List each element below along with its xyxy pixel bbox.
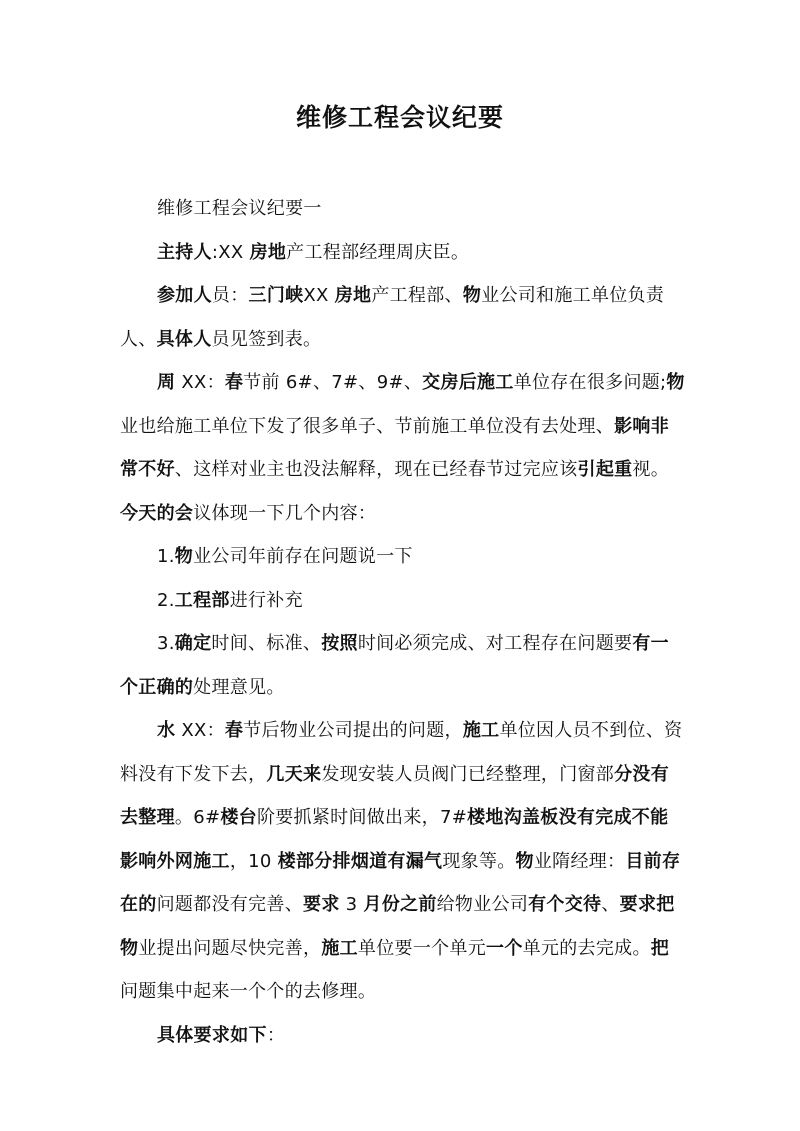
text-segment: 视。	[632, 459, 670, 480]
text-segment: 单位存在很多问题;	[513, 372, 667, 393]
paragraph	[120, 709, 685, 1014]
bold-text-segment: 今天的会	[120, 502, 194, 524]
text-segment: 给物业公司	[436, 894, 529, 915]
text-segment: 进行补充	[229, 589, 303, 611]
text-segment: XX：	[175, 372, 225, 393]
text-segment: 业公司和施工单位负责人、	[120, 285, 665, 350]
text-segment: ：	[266, 1024, 286, 1046]
bold-text-segment: 物	[666, 372, 685, 393]
text-segment: 单位要一个单元	[357, 937, 487, 959]
bold-text-segment: 要求	[303, 894, 340, 915]
bold-text-segment: 要求把物	[120, 894, 675, 959]
text-segment: 员：	[211, 285, 249, 306]
bold-text-segment: 工程部	[174, 589, 230, 611]
text-segment: 发现安装人员阀门已经整理，门窗部	[321, 763, 615, 785]
bold-text-segment: 周	[157, 372, 176, 393]
text-segment: 节前 6#、7#、9#、	[243, 372, 423, 393]
text-segment: 现象等。	[442, 850, 516, 872]
bold-text-segment: 施工	[462, 720, 500, 741]
bold-text-segment: 房地	[334, 285, 372, 306]
paragraph	[120, 361, 685, 535]
bold-text-segment: 具体人	[156, 328, 212, 350]
text-segment: 时间、标准、	[211, 633, 322, 654]
bold-text-segment: 施工	[321, 937, 358, 959]
bold-text-segment: 影响非常不好	[120, 415, 670, 480]
text-segment: 、这样对业主也没法解释，现在已经春节过完应该	[174, 459, 578, 480]
text-segment: 产工程部、	[371, 285, 463, 306]
paragraph	[120, 1014, 685, 1058]
bold-text-segment: 分没有去整理	[120, 763, 670, 828]
text-segment: 维修工程会议纪要一	[157, 198, 322, 219]
bold-text-segment: 交房后施工	[422, 372, 514, 393]
text-segment: 。6#	[174, 807, 221, 828]
bold-text-segment: 目前存在的	[120, 850, 681, 915]
bold-text-segment: 几天来	[266, 763, 322, 785]
text-segment: 时间必须完成、对工程存在问题要	[357, 633, 633, 654]
text-segment: 、	[601, 894, 620, 915]
bold-text-segment: 把	[650, 937, 670, 959]
bold-text-segment: 按照	[321, 633, 358, 654]
paragraph	[120, 231, 685, 275]
paragraph	[120, 579, 685, 623]
paragraph	[120, 187, 685, 231]
bold-text-segment: 引起重	[577, 459, 633, 480]
text-segment: 问题集中起来一个个的去修理。	[120, 981, 377, 1002]
text-segment: XX	[303, 285, 335, 306]
bold-text-segment: 具体要求如下	[157, 1024, 267, 1046]
text-segment: 产工程部经理周庆臣。	[286, 241, 470, 263]
bold-text-segment: 主持人	[157, 241, 212, 263]
bold-text-segment: 物	[174, 546, 194, 567]
bold-text-segment: 春	[224, 720, 244, 741]
bold-text-segment: 一个	[486, 937, 523, 959]
bold-text-segment: 物	[515, 850, 534, 872]
bold-text-segment: 物	[462, 285, 482, 306]
text-segment: 业也给施工单位下发了很多单子、节前施工单位没有去处理、	[120, 415, 615, 437]
paragraph	[120, 274, 685, 361]
text-segment: 2.	[157, 589, 175, 611]
text-segment: :XX	[211, 241, 250, 263]
text-segment: 业提出问题尽快完善，	[138, 937, 322, 959]
bold-text-segment: 楼台	[220, 807, 257, 828]
bold-text-segment: 有个交待	[528, 894, 602, 915]
text-segment: 单位因人员不到位、资料没有下发下去，	[120, 720, 683, 785]
text-segment: 3	[339, 894, 364, 915]
text-segment: XX：	[175, 720, 225, 741]
text-segment: 节后物业公司提出的问题，	[243, 720, 463, 741]
paragraph	[120, 622, 685, 709]
text-segment: 1.	[157, 546, 175, 567]
paragraph	[120, 535, 685, 579]
text-segment: 员见签到表。	[211, 328, 322, 350]
bold-text-segment: 参加人	[157, 285, 212, 306]
text-segment: ，10	[229, 850, 278, 872]
text-segment: 处理意见。	[193, 676, 285, 698]
bold-text-segment: 楼地沟盖板没有完成不能影响外网施工	[120, 807, 669, 872]
text-segment: 3.	[157, 633, 175, 654]
bold-text-segment: 楼部分排烟道有漏气	[277, 850, 443, 872]
text-segment: 业隋经理：	[533, 850, 626, 872]
bold-text-segment: 三门峡	[248, 285, 304, 306]
bold-text-segment: 月份之前	[363, 894, 437, 915]
bold-text-segment: 确定	[174, 633, 212, 654]
text-segment: 问题都没有完善、	[156, 894, 304, 915]
document-body	[120, 187, 685, 1057]
bold-text-segment: 房地	[249, 241, 287, 263]
bold-text-segment: 水	[157, 720, 176, 741]
text-segment: 业公司年前存在问题说一下	[193, 546, 413, 567]
text-segment: 阶要抓紧时间做出来，7#	[256, 807, 468, 828]
document-title: 维修工程会议纪要	[295, 103, 504, 132]
text-segment: 议体现一下几个内容：	[193, 502, 377, 524]
bold-text-segment: 春	[224, 372, 244, 393]
text-segment: 单元的去完成。	[522, 937, 651, 959]
bold-text-segment: 有一个正确的	[120, 633, 669, 698]
